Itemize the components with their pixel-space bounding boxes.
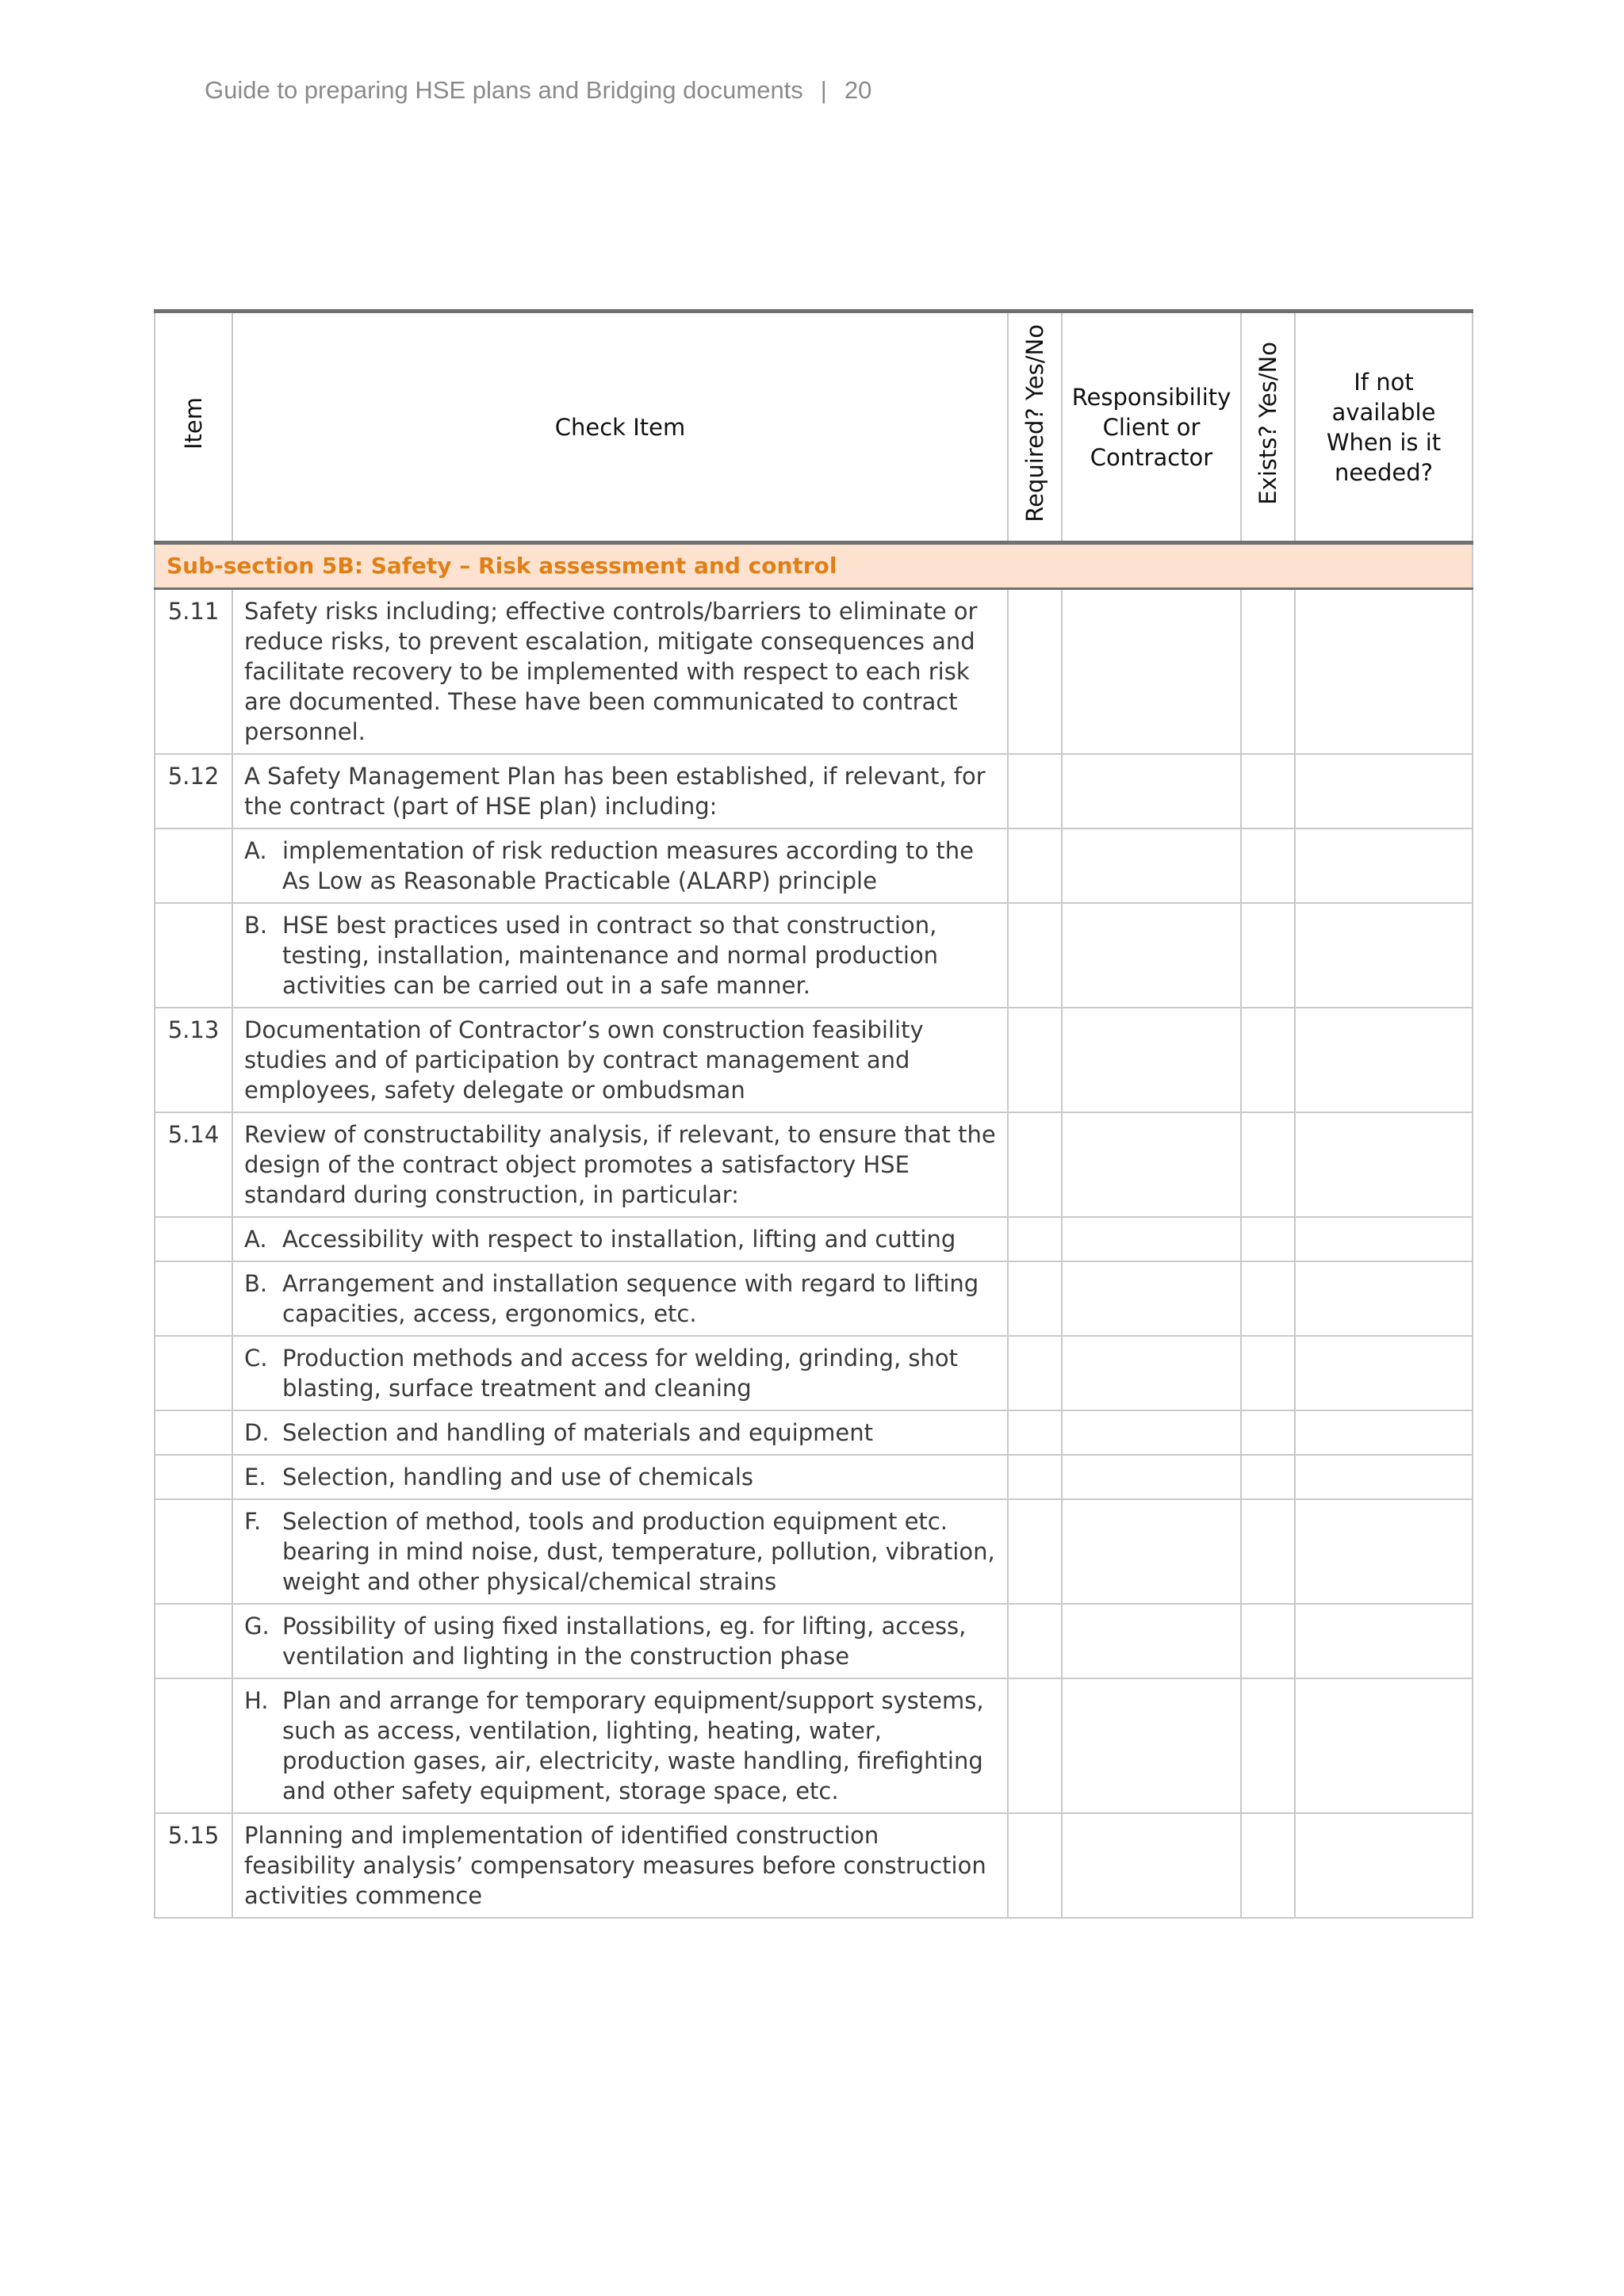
when-needed-cell[interactable] [1295, 1112, 1473, 1217]
when-needed-cell[interactable] [1295, 1499, 1473, 1604]
responsibility-cell[interactable] [1062, 1008, 1241, 1112]
when-needed-cell[interactable] [1295, 589, 1473, 755]
item-number [155, 1678, 232, 1813]
exists-cell[interactable] [1241, 1604, 1295, 1678]
check-item-text: Arrangement and installation sequence with regard to lifting capacities, access, ergonomics, etc. [282, 1270, 979, 1327]
sub-item [244, 1611, 996, 1671]
responsibility-cell[interactable] [1062, 1455, 1241, 1499]
item-number [155, 828, 232, 903]
responsibility-cell[interactable] [1062, 903, 1241, 1008]
sub-item-letter: D. [244, 1419, 270, 1446]
when-needed-cell[interactable] [1295, 1604, 1473, 1678]
subsection-row [155, 543, 1473, 589]
check-item-text: Safety risks including; effective controls/barriers to eliminate or reduce risks, to prevent escalation, mitigate consequences and facilitate recovery to be implemented with respect to each risk are documented. These have been communicated to contract personnel. [244, 598, 978, 745]
sub-item-letter: H. [244, 1687, 269, 1714]
required-cell[interactable] [1008, 1336, 1062, 1410]
table-row [155, 1410, 1473, 1455]
responsibility-cell[interactable] [1062, 1217, 1241, 1261]
exists-cell[interactable] [1241, 1455, 1295, 1499]
sub-item [244, 1686, 996, 1806]
required-cell[interactable] [1008, 1217, 1062, 1261]
item-number: 5.13 [155, 1008, 232, 1112]
column-header-when-needed: If not available When is it needed? [1295, 312, 1473, 543]
check-item-text: Plan and arrange for temporary equipment/support systems, such as access, ventilation, lighting, heating, water, production gases, air, electricity, waste handling, firefighting and other safety equipment, storage space, etc. [282, 1687, 984, 1804]
when-needed-cell[interactable] [1295, 828, 1473, 903]
check-item-cell [232, 903, 1008, 1008]
when-needed-cell[interactable] [1295, 1008, 1473, 1112]
sub-item [244, 910, 996, 1001]
checklist-table [154, 309, 1473, 1919]
check-item-text: implementation of risk reduction measures according to the As Low as Reasonable Practicable (ALARP) principle [282, 837, 974, 894]
check-item-cell [232, 1604, 1008, 1678]
sub-item [244, 1462, 996, 1492]
check-item-text: Review of constructability analysis, if relevant, to ensure that the design of the contract object promotes a satisfactory HSE standard during construction, in particular: [244, 1121, 996, 1208]
item-number [155, 903, 232, 1008]
sub-item-letter: F. [244, 1508, 262, 1535]
header-separator: | [820, 76, 827, 104]
table-header-row [155, 312, 1473, 543]
check-item-cell [232, 1336, 1008, 1410]
exists-cell[interactable] [1241, 1217, 1295, 1261]
when-needed-cell[interactable] [1295, 1217, 1473, 1261]
sub-item [244, 1269, 996, 1329]
item-number [155, 1410, 232, 1455]
check-item-cell [232, 1410, 1008, 1455]
check-item-cell [232, 589, 1008, 755]
exists-cell[interactable] [1241, 1499, 1295, 1604]
check-item-text: Documentation of Contractor’s own construction feasibility studies and of participation by contract management and employees, safety delegate or ombudsman [244, 1016, 924, 1104]
check-item-cell [232, 1008, 1008, 1112]
table-row [155, 1261, 1473, 1336]
item-number [155, 1499, 232, 1604]
table-row [155, 1336, 1473, 1410]
sub-item-letter: A. [244, 1226, 267, 1253]
exists-cell[interactable] [1241, 1336, 1295, 1410]
item-number: 5.11 [155, 589, 232, 755]
document-title: Guide to preparing HSE plans and Bridging documents [205, 76, 803, 104]
when-needed-cell[interactable] [1295, 1455, 1473, 1499]
exists-cell[interactable] [1241, 1678, 1295, 1813]
item-number [155, 1217, 232, 1261]
when-needed-cell[interactable] [1295, 754, 1473, 828]
check-item-text: HSE best practices used in contract so that construction, testing, installation, maintenance and normal production activities can be carried out in a safe manner. [282, 912, 939, 999]
check-item-cell [232, 1499, 1008, 1604]
responsibility-cell[interactable] [1062, 828, 1241, 903]
item-number [155, 1604, 232, 1678]
table-row [155, 828, 1473, 903]
table-row [155, 754, 1473, 828]
sub-item-letter: B. [244, 912, 268, 939]
exists-cell[interactable] [1241, 1112, 1295, 1217]
sub-item-letter: B. [244, 1270, 268, 1297]
check-item-cell [232, 1455, 1008, 1499]
sub-item [244, 1343, 996, 1403]
sub-item [244, 836, 996, 896]
exists-cell[interactable] [1241, 828, 1295, 903]
responsibility-cell[interactable] [1062, 754, 1241, 828]
exists-cell[interactable] [1241, 754, 1295, 828]
when-needed-cell[interactable] [1295, 1336, 1473, 1410]
check-item-text: Production methods and access for welding, grinding, shot blasting, surface treatment and cleaning [282, 1345, 959, 1402]
check-item-text: Accessibility with respect to installation, lifting and cutting [282, 1226, 956, 1253]
item-number [155, 1261, 232, 1336]
column-header-item: Item [155, 312, 232, 543]
exists-cell[interactable] [1241, 1008, 1295, 1112]
responsibility-cell[interactable] [1062, 589, 1241, 755]
responsibility-cell[interactable] [1062, 1261, 1241, 1336]
table-row [155, 903, 1473, 1008]
sub-item-letter: G. [244, 1613, 270, 1640]
page-header [205, 76, 871, 105]
column-header-check-item: Check Item [232, 312, 1008, 543]
when-needed-cell[interactable] [1295, 903, 1473, 1008]
sub-item-letter: C. [244, 1345, 268, 1372]
sub-item [244, 1418, 996, 1448]
table-row [155, 1678, 1473, 1813]
column-header-responsibility: Responsibility Client or Contractor [1062, 312, 1241, 543]
check-item-cell [232, 1813, 1008, 1918]
check-item-text: A Safety Management Plan has been established, if relevant, for the contract (part of HSE plan) including: [244, 763, 986, 820]
exists-cell[interactable] [1241, 1813, 1295, 1918]
check-item-text: Selection and handling of materials and equipment [282, 1419, 873, 1446]
check-item-text: Planning and implementation of identified construction feasibility analysis’ compensatory measures before construction activities commence [244, 1822, 986, 1909]
responsibility-cell[interactable] [1062, 1499, 1241, 1604]
exists-cell[interactable] [1241, 903, 1295, 1008]
responsibility-cell[interactable] [1062, 1112, 1241, 1217]
required-cell[interactable] [1008, 1455, 1062, 1499]
required-cell[interactable] [1008, 1261, 1062, 1336]
when-needed-cell[interactable] [1295, 1410, 1473, 1455]
required-cell[interactable] [1008, 1678, 1062, 1813]
table-row [155, 1455, 1473, 1499]
when-needed-cell[interactable] [1295, 1261, 1473, 1336]
exists-cell[interactable] [1241, 1261, 1295, 1336]
required-cell[interactable] [1008, 1410, 1062, 1455]
sub-item-letter: A. [244, 837, 267, 864]
item-number [155, 1336, 232, 1410]
required-cell[interactable] [1008, 828, 1062, 903]
when-needed-cell[interactable] [1295, 1678, 1473, 1813]
required-cell[interactable] [1008, 1813, 1062, 1918]
required-cell[interactable] [1008, 1112, 1062, 1217]
sub-item [244, 1506, 996, 1597]
table-row [155, 589, 1473, 755]
column-header-exists: Exists? Yes/No [1241, 312, 1295, 543]
item-number [155, 1455, 232, 1499]
responsibility-cell[interactable] [1062, 1604, 1241, 1678]
check-item-cell [232, 1261, 1008, 1336]
responsibility-cell[interactable] [1062, 1410, 1241, 1455]
table-row [155, 1112, 1473, 1217]
check-item-cell [232, 1112, 1008, 1217]
subsection-title: Sub-section 5B: Safety – Risk assessment and control [155, 543, 1473, 589]
item-number: 5.15 [155, 1813, 232, 1918]
sub-item [244, 1224, 996, 1254]
item-number: 5.12 [155, 754, 232, 828]
sub-item-letter: E. [244, 1464, 266, 1490]
check-item-cell [232, 1678, 1008, 1813]
responsibility-cell[interactable] [1062, 1678, 1241, 1813]
page-number: 20 [844, 76, 872, 104]
table-row [155, 1604, 1473, 1678]
column-header-required: Required? Yes/No [1008, 312, 1062, 543]
required-cell[interactable] [1008, 1008, 1062, 1112]
check-item-cell [232, 754, 1008, 828]
required-cell[interactable] [1008, 754, 1062, 828]
table-row [155, 1217, 1473, 1261]
item-number: 5.14 [155, 1112, 232, 1217]
responsibility-cell[interactable] [1062, 1336, 1241, 1410]
check-item-text: Possibility of using fixed installations, eg. for lifting, access, ventilation and lighting in the construction phase [282, 1613, 967, 1670]
when-needed-cell[interactable] [1295, 1813, 1473, 1918]
table-row [155, 1008, 1473, 1112]
table-row [155, 1499, 1473, 1604]
required-cell[interactable] [1008, 589, 1062, 755]
check-item-cell [232, 828, 1008, 903]
exists-cell[interactable] [1241, 589, 1295, 755]
responsibility-cell[interactable] [1062, 1813, 1241, 1918]
check-item-cell [232, 1217, 1008, 1261]
required-cell[interactable] [1008, 903, 1062, 1008]
table-row [155, 1813, 1473, 1918]
required-cell[interactable] [1008, 1604, 1062, 1678]
exists-cell[interactable] [1241, 1410, 1295, 1455]
check-item-text: Selection, handling and use of chemicals [282, 1464, 753, 1490]
required-cell[interactable] [1008, 1499, 1062, 1604]
check-item-text: Selection of method, tools and production equipment etc. bearing in mind noise, dust, temperature, pollution, vibration, weight and other physical/chemical strains [282, 1508, 995, 1595]
